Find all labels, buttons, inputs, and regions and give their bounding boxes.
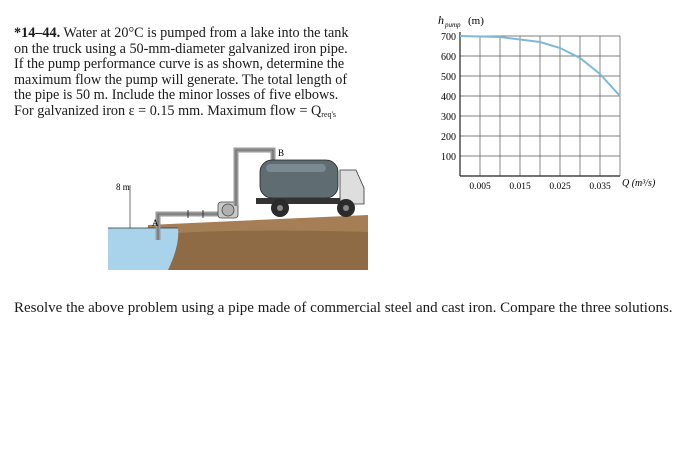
xlabel: Q (m³/s) <box>622 178 656 189</box>
ylabel-sub: pump <box>445 21 461 29</box>
height-label: 8 m <box>116 182 130 192</box>
chart-grid <box>460 32 620 176</box>
tank-highlight <box>266 164 326 172</box>
y-tick-label: 100 <box>441 152 456 163</box>
problem-text-line: For galvanized iron ε = 0.15 mm. Maximum flow = Q <box>14 102 322 119</box>
x-tick-label: 0.035 <box>589 182 611 192</box>
point-b-label: B <box>278 148 285 158</box>
problem-text-line: If the pump performance curve is as shown, determine the <box>14 56 345 73</box>
y-tick-label: 500 <box>441 72 456 83</box>
pump-curve-chart <box>400 8 690 208</box>
x-tick-label: 0.025 <box>549 182 571 192</box>
point-a-label: A <box>152 218 159 228</box>
problem-text-line: maximum flow the pump will generate. The total length of <box>14 71 348 88</box>
pump-housing <box>222 204 234 216</box>
ylabel-unit: (m) <box>468 15 484 27</box>
ground-shade <box>148 231 368 270</box>
y-tick-label: 400 <box>441 92 456 103</box>
y-tick-label: 600 <box>441 52 456 63</box>
problem-statement <box>14 26 424 123</box>
truck-chassis <box>256 198 351 204</box>
x-tick-label: 0.005 <box>469 182 491 192</box>
pump-truck-illustration <box>108 140 368 270</box>
problem-text-line: the pipe is 50 m. Include the minor losses of five elbows. <box>14 87 339 104</box>
truck-wheel-hub <box>343 205 349 211</box>
problem-text-line: Water at 20°C is pumped from a lake into the tank <box>63 25 349 41</box>
lake-water <box>108 228 178 270</box>
flow-subscript: req's <box>321 109 337 119</box>
problem-line-1 <box>14 26 424 42</box>
x-tick-label: 0.015 <box>509 182 531 192</box>
y-tick-label: 700 <box>441 32 456 43</box>
y-tick-label: 300 <box>441 112 456 123</box>
truck-wheel-hub <box>277 205 283 211</box>
problem-text-line-last <box>14 104 424 123</box>
problem-number: *14–44. <box>14 25 61 41</box>
truck-cab <box>340 170 364 204</box>
problem-text-line: on the truck using a 50-mm-diameter galvanized iron pipe. <box>14 40 348 57</box>
question-text: Resolve the above problem using a pipe made of commercial steel and cast iron. Compare the three solutions. <box>14 300 673 316</box>
ylabel-main: h <box>438 13 444 27</box>
y-tick-label: 200 <box>441 132 456 143</box>
